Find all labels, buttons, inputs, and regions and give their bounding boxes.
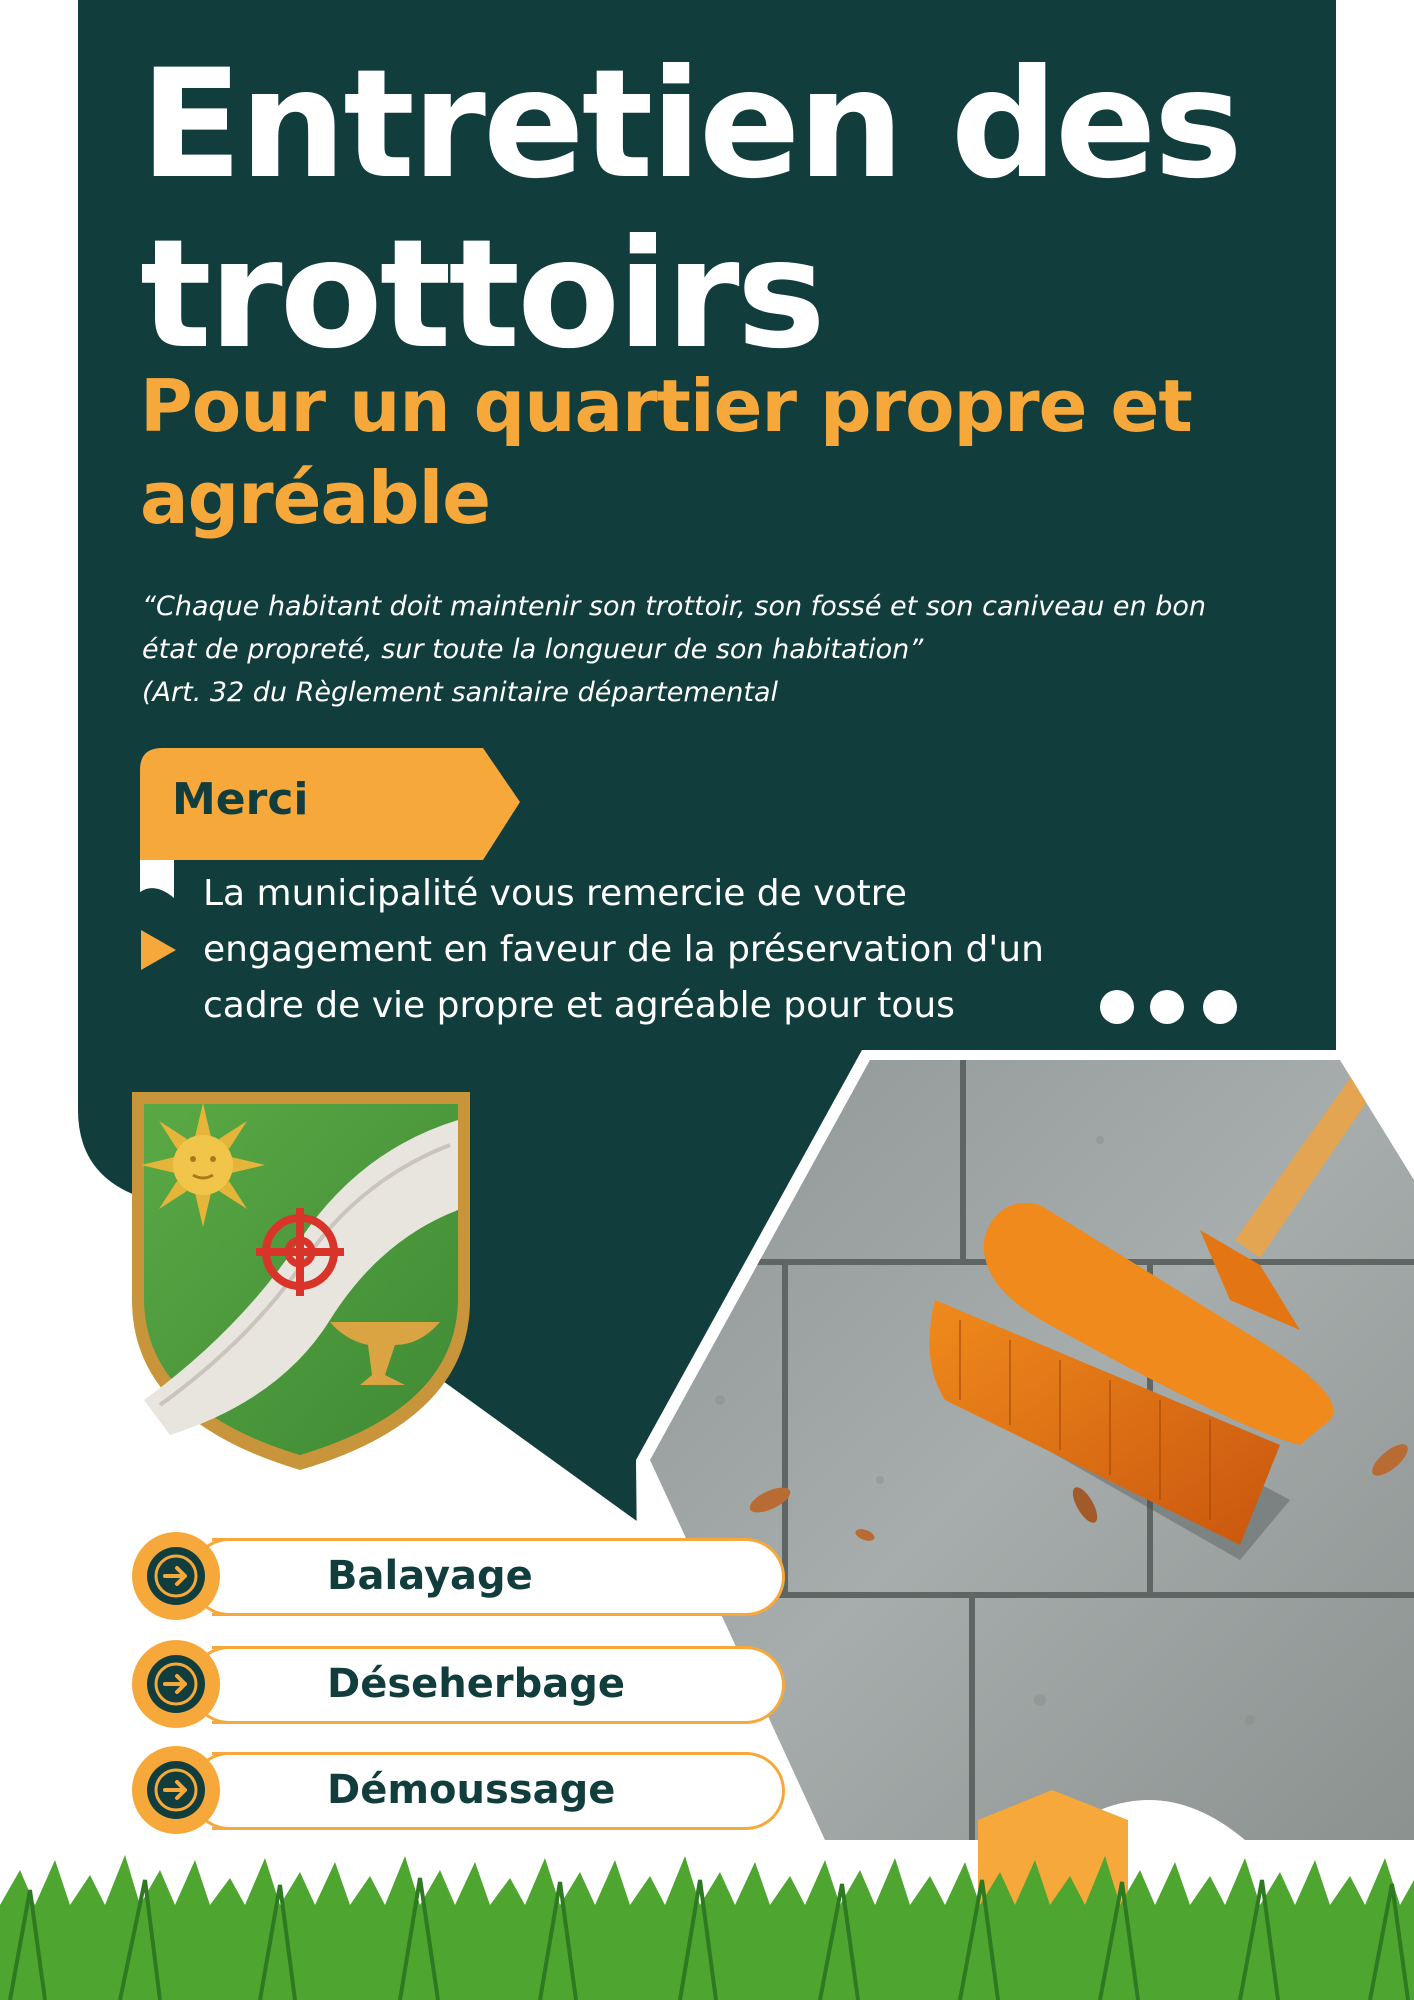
page-subtitle: Pour un quartier propre et agréable — [140, 364, 1192, 540]
arrow-right-icon — [147, 1547, 205, 1605]
service-label: Démoussage — [327, 1767, 616, 1813]
service-label: Balayage — [327, 1553, 533, 1599]
quote-line-3: (Art. 32 du Règlement sanitaire départemental — [142, 677, 778, 708]
merci-line-2: engagement en faveur de la préservation d'un — [203, 929, 1044, 970]
quote-line-2: état de propreté, sur toute la longueur de son habitation” — [142, 634, 924, 665]
service-label: Déseherbage — [327, 1661, 625, 1707]
merci-line-1: La municipalité vous remercie de votre — [203, 873, 907, 914]
grass-footer — [0, 1855, 1414, 2000]
service-item-demoussage — [132, 1746, 652, 1836]
merci-message — [203, 866, 1203, 1034]
dot-3 — [1203, 990, 1237, 1024]
arrow-right-icon — [147, 1761, 205, 1819]
regulation-quote — [142, 585, 1292, 714]
service-bullet — [132, 1640, 220, 1728]
arrow-right-icon — [147, 1655, 205, 1713]
quote-line-1: “Chaque habitant doit maintenir son trottoir, son fossé et son caniveau en bon — [142, 591, 1207, 622]
page-title: Entretien des trottoirs — [140, 38, 1240, 382]
service-bullet — [132, 1746, 220, 1834]
service-item-desherbage — [132, 1640, 652, 1730]
service-item-balayage — [132, 1532, 652, 1622]
merci-line-3: cadre de vie propre et agréable pour tous — [203, 985, 955, 1026]
coat-of-arms-icon — [132, 1092, 470, 1470]
service-bullet — [132, 1532, 220, 1620]
merci-label: Merci — [172, 774, 309, 825]
